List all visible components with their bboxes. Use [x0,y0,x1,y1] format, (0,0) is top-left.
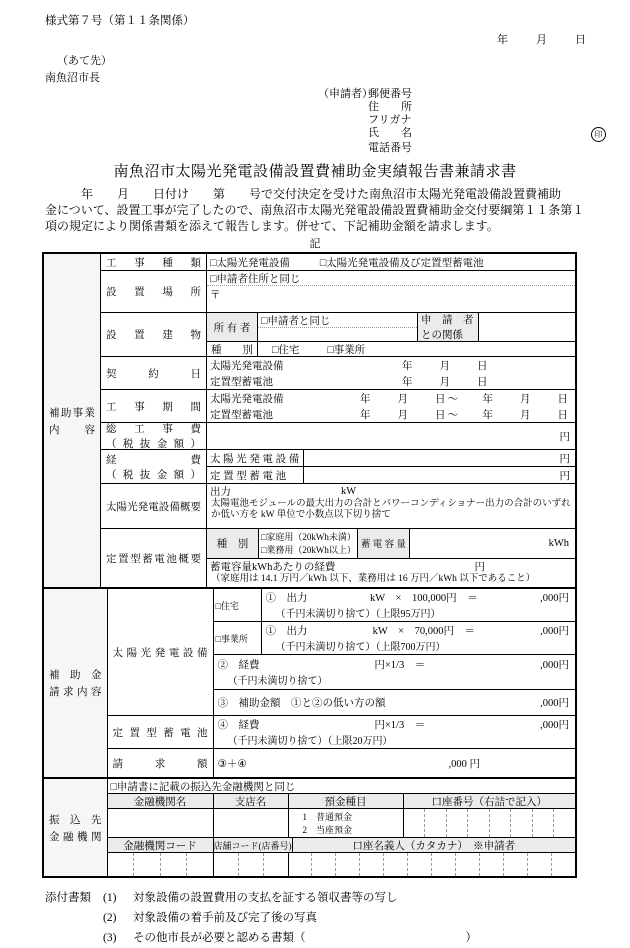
holder-char-cell[interactable] [527,853,551,876]
attachment-2-text: 対象設備の着手前及び完了後の写真 [133,912,317,924]
row-bank-headers [108,794,576,809]
form-number: 様式第７号（第１１条関係） [45,15,195,27]
name-label: 氏 名 [368,127,412,139]
checkbox-owner-same-as-applicant[interactable]: □申請者と同じ [261,315,331,327]
checkbox-claim-office[interactable]: □事業所 [215,633,248,644]
furigana-label: フリガナ [368,114,412,126]
solar-summary-note: 太陽電池モジュールの最大出力の合計とパワーコンディショナー出力の合計のいずれか低い方を kW 単位で小数点以下切り捨て [211,499,571,520]
owner-entry-blank[interactable] [258,328,417,341]
branch-name-entry-blank[interactable] [214,809,289,837]
battery-cost-unit: 円 [474,561,485,573]
holder-char-cell[interactable] [359,853,383,876]
account-digit-cell[interactable] [424,809,446,837]
name-entry-blank[interactable] [412,127,591,142]
attachment-3-entry-blank[interactable] [306,928,466,948]
row-claim-office [214,621,576,654]
holder-char-cell[interactable] [407,853,431,876]
applicant-block [318,88,610,155]
branch-code-header: 店舗コード(店番号) [213,840,292,851]
contract-solar-date[interactable]: 年 月 日 [402,360,490,372]
solar-output-label: 出力 [210,486,231,498]
section-claim [44,587,575,777]
address-entry-blank[interactable] [412,101,610,114]
attachments-label: 添付書類 [45,892,91,904]
holder-char-cell[interactable] [503,853,527,876]
deposit-type-header: 預金種目 [324,796,367,808]
row-solar-summary [101,484,575,529]
location-label: 設 置 場 所 [106,287,201,298]
contract-date-label: 契 約 日 [106,368,201,380]
row-bank-code-values [108,853,576,876]
furigana-entry-blank[interactable] [411,114,610,127]
row-claim-battery [108,716,576,749]
claim-subsidy-text: ③ 補助金額 ①と②の低い方の額 [217,698,386,709]
claim-battery-label: 定 置 型 蓄 電 池 [112,727,208,739]
checkbox-work-type-solar-battery[interactable]: □太陽光発電設備及び定置型蓄電池 [319,257,484,269]
account-digit-cell[interactable] [532,809,554,837]
holder-char-cell[interactable] [289,853,312,876]
claim-solar-label: 太陽光発電設備 [112,647,208,659]
bank-code-digit-cell[interactable] [186,853,213,876]
row-battery-summary [101,529,575,587]
intro-line-3: 項の規定により関係書類を添えて報告します。併せて、下記補助金額を請求します。 [45,219,499,233]
applicant-prefix: （申請者） [318,88,373,100]
claim-request-label: 請 求 額 [112,758,208,770]
checkbox-claim-house[interactable]: □住宅 [215,600,239,611]
claim-house-formula-left: ① 出力 [265,593,308,604]
period-battery-from[interactable]: 年 月 日～ [360,409,460,421]
phone-entry-blank[interactable] [412,142,610,155]
account-digit-cell[interactable] [467,809,489,837]
seal-icon: 印 [591,127,606,142]
contract-battery-date[interactable]: 年 月 日 [402,376,490,388]
row-claim-request [108,749,576,777]
work-period-label: 工 事 期 間 [106,401,201,413]
relation-entry-blank[interactable] [478,313,575,341]
address-label: 住 所 [368,101,412,113]
attachment-3-number: (3) [103,932,117,944]
account-digit-cell[interactable] [446,809,468,837]
checkbox-work-type-solar[interactable]: □太陽光発電設備 [210,257,290,269]
battery-cost-label: 蓄電容量kWhあたりの経費 [210,561,336,573]
solar-summary-label: 太陽光発電設備概要 [106,501,201,513]
contract-battery-label: 定置型蓄電池 [210,376,273,388]
row-claim-subsidy [214,689,576,715]
account-digit-cell[interactable] [510,809,532,837]
row-bank-code-headers [108,838,576,853]
holder-char-cell[interactable] [335,853,359,876]
intro-line-1: 年 月 日付け 第 号で交付決定を受けた南魚沼市太陽光発電設備設置費補助 [45,187,562,201]
attachment-1-number: (1) [103,892,117,904]
row-location [101,271,575,313]
contract-solar-label: 太陽光発電設備 [210,360,284,372]
account-digit-cell[interactable] [553,809,575,837]
row-claim-house [214,589,576,621]
addressee-label: （あて先） [57,55,112,67]
claim-battery-amount: ,000円 [540,720,569,731]
section-bank [44,777,575,876]
expense-battery-unit: 円 [559,470,570,482]
claim-battery-formula-left: ④ 経費 [217,720,260,731]
total-cost-label-line2: （税抜金額） [106,439,201,450]
solar-output-unit: kW [341,485,357,497]
claim-house-amount: ,000円 [540,593,569,604]
deposit-type-option-ordinary[interactable]: 1 普通預金 [302,812,353,822]
addressee-name: 南魚沼市長 [45,72,100,84]
date-line: 年 月 日 [497,34,588,46]
building-type-label: 種 別 [211,345,253,356]
expense-solar-unit: 円 [559,453,570,465]
building-label: 設 置 建 物 [106,330,201,341]
checkbox-battery-home[interactable]: □家庭用（20kWh未満） [261,532,356,543]
claim-office-amount: ,000円 [540,626,569,637]
claim-expense-amount: ,000円 [540,660,569,671]
attachments-block [45,888,630,948]
checkbox-bank-same-as-application[interactable]: □申請書に記載の振込先金融機関と同じ [110,781,296,793]
claim-request-amount: ,000 円 [448,758,480,770]
deposit-type-option-current[interactable]: 2 当座預金 [302,825,353,835]
row-total-cost [101,423,575,450]
relation-label-line1: 申 請 者 [421,315,474,326]
branch-code-digit-cell[interactable] [263,853,288,876]
attachment-3-close-paren: ） [465,932,477,944]
battery-summary-label: 定置型蓄電池概要 [106,553,201,565]
bank-code-header: 金融機関コード [123,840,197,852]
period-solar-label: 太陽光発電設備 [210,393,284,405]
postal-label: 郵便番号 [368,88,412,100]
holder-char-cell[interactable] [551,853,575,876]
expense-battery-label: 定 置 型 蓄 電 池 [210,470,287,482]
period-solar-from[interactable]: 年 月 日～ [360,393,460,405]
section-project [44,254,575,587]
battery-capacity-label: 蓄 電 容 量 [360,540,407,551]
expense-solar-label: 太 陽 光 発 電 設 備 [210,453,300,465]
claim-expense-formula-left: ② 経費 [217,660,260,671]
claim-expense-formula-mid: 円×1/3 ＝ [374,660,426,671]
claim-battery-note: （千円未満切り捨て）（上限20万円） [227,736,393,747]
branch-name-header: 支店名 [234,796,267,808]
account-digit-cell[interactable] [489,809,511,837]
period-battery-label: 定置型蓄電池 [210,409,273,421]
claim-office-formula-mid: kW × 70,000円 ＝ [372,626,475,637]
holder-char-cell[interactable] [455,853,479,876]
battery-type-label: 種 別 [216,538,249,550]
building-owner-label: 所 有 者 [213,322,251,334]
attachment-2-number: (2) [103,912,117,924]
row-expense [101,450,575,484]
relation-label-line2: との関係 [421,330,463,341]
claim-office-formula-left: ① 出力 [265,626,308,637]
holder-char-cell[interactable] [311,853,335,876]
row-contract-date [101,357,575,390]
expense-label-line2: （税抜金額） [106,469,201,481]
checkbox-building-office[interactable]: □事業所 [327,345,366,356]
row-building [101,313,575,357]
bank-name-header: 金融機関名 [133,796,187,808]
row-bank-values [108,809,576,838]
claim-battery-formula-mid: 円×1/3 ＝ [374,720,426,731]
page-title: 南魚沼市太陽光発電設備設置費補助金実績報告書兼請求書 [113,164,517,180]
account-number-header: 口座番号（右詰で記入） [431,796,547,808]
claim-house-note: （千円未満切り捨て）（上限95万円） [275,609,441,620]
bank-code-digit-cell[interactable] [133,853,160,876]
account-holder-header: 口座名義人（カタカナ） ※申請者 [352,840,516,852]
period-battery-to[interactable]: 年 月 日 [482,409,570,421]
phone-label: 電話番号 [368,142,412,154]
main-table [42,252,577,878]
account-digit-cell[interactable] [404,809,425,837]
bank-code-digit-cell[interactable] [160,853,187,876]
postal-mark: 〒 [210,290,221,301]
claim-house-formula-mid: kW × 100,000円 ＝ [370,593,478,604]
row-work-type [101,254,575,271]
section-project-side-label: 補助事業 内 容 [44,254,101,587]
section-bank-side-label: 振 込 先 金融機関 [44,779,108,876]
section-claim-side-label: 補 助 金 請求内容 [44,589,108,777]
group-claim-solar [108,589,576,716]
intro-line-2: 金について、設置工事が完了したので、南魚沼市太陽光発電設備設置費補助金交付要綱第１１条第１ [45,203,585,217]
expense-label-line1: 経 費 [106,454,201,466]
claim-office-note: （千円未満切り捨て）（上限700万円） [275,642,446,653]
intro-paragraph [45,186,586,234]
attachment-3-text: その他市長が必要と認める書類（ [133,932,306,944]
work-type-label: 工 事 種 類 [106,257,201,269]
checkbox-battery-business[interactable]: □業務用（20kWh以上） [261,545,356,556]
holder-char-cell[interactable] [383,853,407,876]
total-cost-label-line1: 総 工 事 費 [106,424,201,435]
holder-char-cell[interactable] [431,853,455,876]
checkbox-building-house[interactable]: □住宅 [272,345,300,356]
claim-subsidy-amount: ,000円 [540,698,569,709]
branch-code-digit-cell[interactable] [238,853,263,876]
location-entry-blank[interactable] [207,286,575,312]
checkbox-location-same-as-applicant[interactable]: □申請者住所と同じ [210,273,301,285]
bank-code-digit-cell[interactable] [108,853,134,876]
attachment-1-text: 対象設備の設置費用の支払を証する領収書等の写し [133,892,398,904]
postal-entry-blank[interactable] [412,88,610,101]
holder-char-cell[interactable] [479,853,503,876]
total-cost-unit: 円 [559,431,570,443]
claim-request-formula: ③＋④ [217,758,247,770]
record-mark: 記 [309,238,321,250]
bank-name-entry-blank[interactable] [108,809,214,837]
branch-code-digit-cell[interactable] [214,853,238,876]
row-work-period [101,390,575,423]
row-claim-expense [214,654,576,689]
claim-expense-note: （千円未満切り捨て） [227,676,328,687]
battery-capacity-unit: kWh [548,537,569,549]
period-solar-to[interactable]: 年 月 日 [482,393,570,405]
battery-summary-note: （家庭用は 14.1 万円／kWh 以下、業務用は 16 万円／kWh 以下であること） [211,574,536,585]
row-bank-same [108,779,576,794]
